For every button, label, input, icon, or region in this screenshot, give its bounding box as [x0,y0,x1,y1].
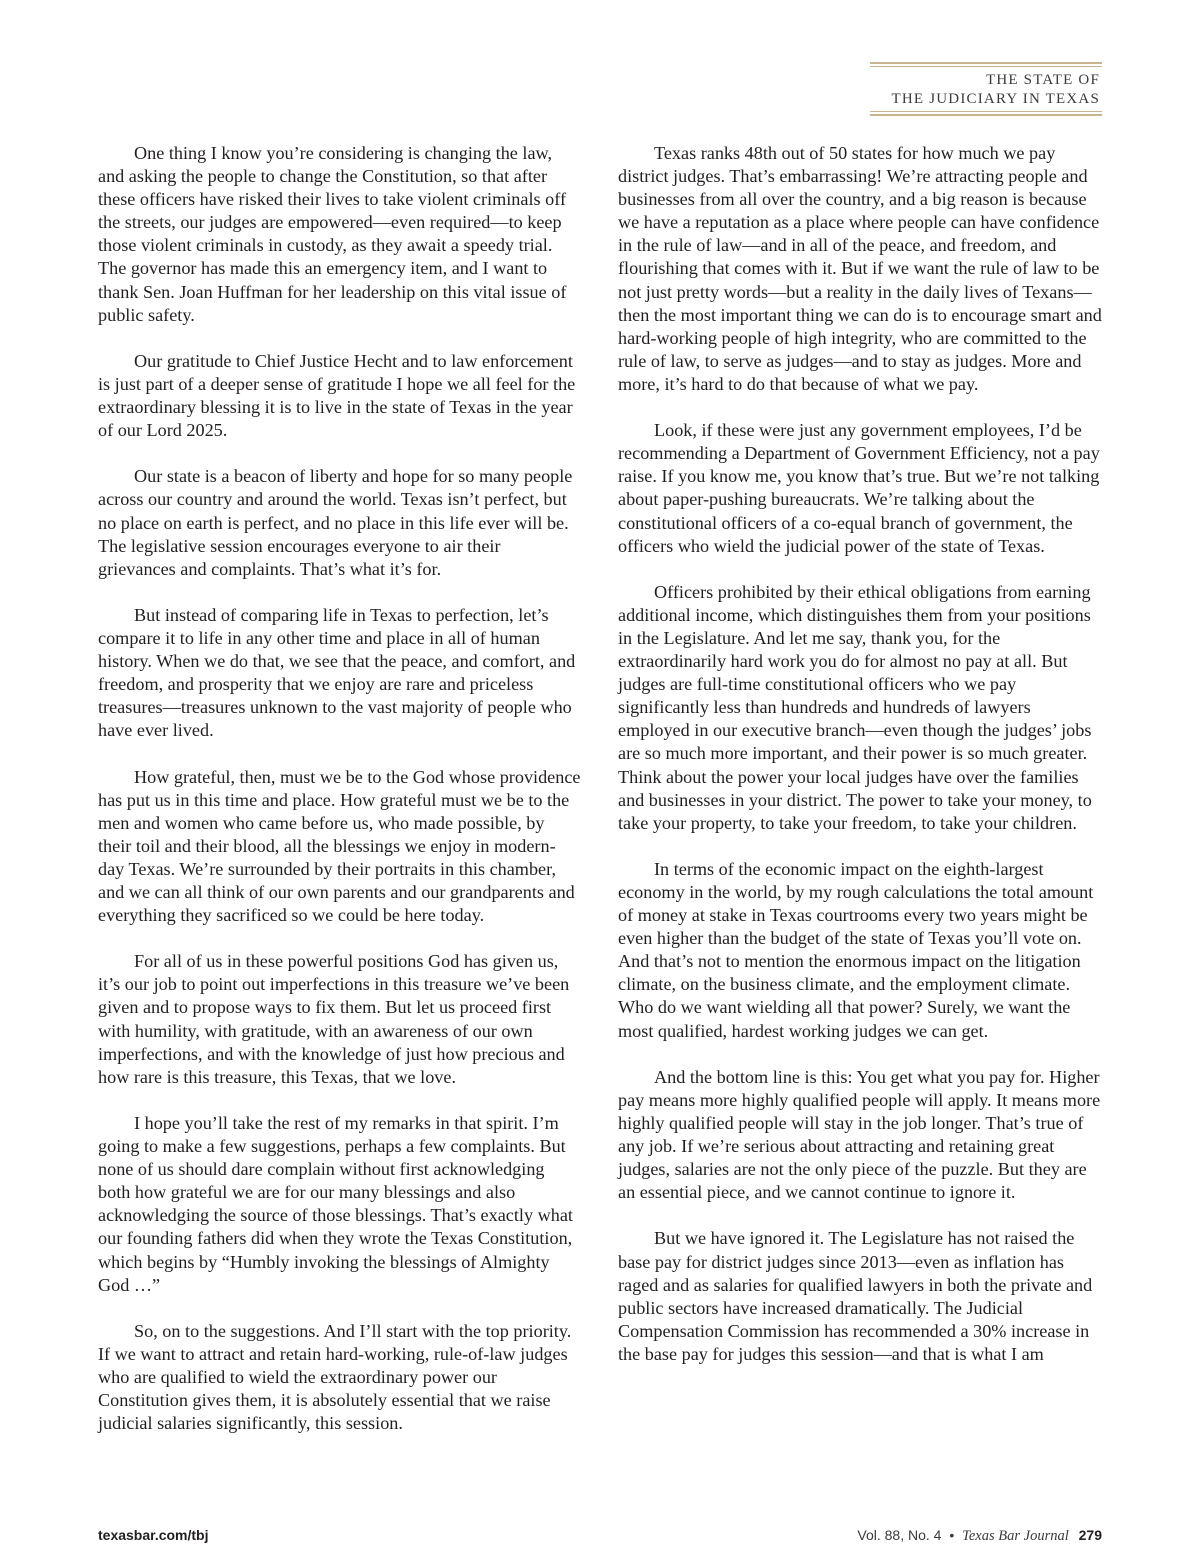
header-rule-bottom-thin [870,111,1102,112]
paragraph: For all of us in these powerful positions God has given us, it’s our job to point out imperfections in this treasure we’ve been given and to propose ways to fix them. But let us proceed first with humility, with gratitude, with an awareness of our own imperfections, and with the knowledge of just how precious and how rare is this treasure, this Texas, that we love. [98,951,570,1087]
paragraph: But instead of comparing life in Texas to perfection, let’s compare it to life in any other time and place in all of human history. When we do that, we see that the peace, and comfort, and freedom, and prosperity that we enjoy are rare and priceless treasures—treasures unknown to the vast majority of people who have ever lived. [98,604,576,741]
paragraph: But we have ignored it. The Legislature has not raised the base pay for district judges since 2013—even as inflation has raged and as salaries for qualified lawyers in both the private and public sectors have increased dramatically. The Judicial Compensation Commission has recommended a 30% increase in the base pay for judges this session—and that is what I am [618,1228,1093,1364]
footer-bullet: • [949,1527,955,1543]
paragraph: Our state is a beacon of liberty and hope for so many people across our country and around the world. Texas isn’t perfect, but no place on earth is perfect, and no place in this life ever will be. The legislative session encourages everyone to air their grievances and complaints. That’s what it’s for. [98,466,573,579]
section-title-line2: THE JUDICIARY IN TEXAS [891,91,1100,107]
paragraph: So, on to the suggestions. And I’ll start with the top priority. If we want to attract and retain hard-working, rule-of-law judges who are qualified to wield the extraordinary power our Constitution gives them, it is absolutely essential that we raise judicial salaries significantly, this session. [98,1320,572,1434]
paragraph: I hope you’ll take the rest of my remarks in that spirit. I’m going to make a few suggestions, perhaps a few complaints. But none of us should dare complain without first acknowledging both how grateful we are for our many blessings and also acknowledging the source of those blessings. That’s exactly what our founding fathers did when they wrote the Texas Constitution, which begins by “Humbly invoking the blessings of Almighty God …” [98,1112,573,1295]
paragraph: How grateful, then, must we be to the God whose providence has put us in this time and place. How grateful must we be to the men and women who came before us, who made possible, by their toil and their blood, all the blessings we enjoy in modern-day Texas. We’re surrounded by their portraits in this chamber, and we can all think of our own parents and our grandparents and everything they sacrificed so we could be here today. [98,766,581,926]
right-column [618,142,1104,1389]
paragraph: One thing I know you’re considering is changing the law, and asking the people to change the Constitution, so that after these officers have risked their lives to take violent criminals off the streets, our judges are empowered—even required—to keep those violent criminals in custody, as they await a speedy trial. The governor has made this an emergency item, and I want to thank Sen. Joan Huffman for her leadership on this vital issue of public safety. [98,143,567,325]
page-footer [98,1527,1102,1547]
footer-citation [857,1527,1102,1545]
footer-volume: Vol. 88, No. 4 [857,1527,942,1543]
header-rule-bottom [870,114,1102,116]
paragraph: Our gratitude to Chief Justice Hecht and to law enforcement is just part of a deeper sense of gratitude I hope we all feel for the extraordinary blessing it is to live in the state of Texas in the year of our Lord 2025. [98,350,576,441]
page-number: 279 [1078,1527,1102,1543]
paragraph: Officers prohibited by their ethical obligations from earning additional income, which distinguishes them from your positions in the Legislature. And let me say, thank you, for the extraordinarily hard work you do for almost no pay at all. But judges are full-time constitutional officers who we pay significantly less than hundreds and hundreds of lawyers employed in our executive branch—even though the judges’ jobs are so much more important, and their power is so much greater. Think about the power your local judges have over the families and businesses in your district. The power to take your money, to take your property, to take your freedom, to take your children. [618,581,1092,833]
paragraph: Look, if these were just any government employees, I’d be recommending a Department of Government Efficiency, not a pay raise. If you know me, you know that’s true. But we’re not talking about paper-pushing bureaucrats. We’re talking about the constitutional officers of a co-equal branch of government, the officers who wield the judicial power of the state of Texas. [618,420,1100,556]
section-title [870,71,1102,109]
header-rule-top [870,62,1102,64]
paragraph: And the bottom line is this: You get what you pay for. Higher pay means more highly qualified people will apply. It means more highly qualified people will stay in the job longer. That’s true of any job. If we’re serious about attracting and retaining great judges, salaries are not the only piece of the puzzle. But they are an essential piece, and we cannot continue to ignore it. [618,1066,1101,1203]
left-column [98,142,581,1458]
section-header [870,62,1102,116]
paragraph: Texas ranks 48th out of 50 states for how much we pay district judges. That’s embarrassing! We’re attracting people and businesses from all over the country, and a big reason is because we have a reputation as a place where people can have confidence in the rule of law—and in all of the peace, and freedom, and flourishing that comes with it. But if we want the rule of law to be not just pretty words—but a reality in the daily lives of Texans—then the most important thing we can do is to encourage smart and hard-working people of high integrity, who are committed to the rule of law, to serve as judges—and to stay as judges. More and more, it’s hard to do that because of what we pay. [618,143,1102,394]
paragraph: In terms of the economic impact on the eighth-largest economy in the world, by my rough calculations the total amount of money at stake in Texas courtrooms every two years might be even higher than the budget of the state of Texas you’ll vote on. And that’s not to mention the enormous impact on the litigation climate, on the business climate, and the employment climate. Who do we want wielding all that power? Surely, we want the most qualified, hardest working judges we can get. [618,858,1094,1041]
header-rule-top-thin [870,66,1102,67]
section-title-line1: THE STATE OF [985,72,1100,88]
footer-journal-title: Texas Bar Journal [962,1528,1069,1544]
footer-website-link[interactable]: texasbar.com/tbj [98,1527,209,1543]
